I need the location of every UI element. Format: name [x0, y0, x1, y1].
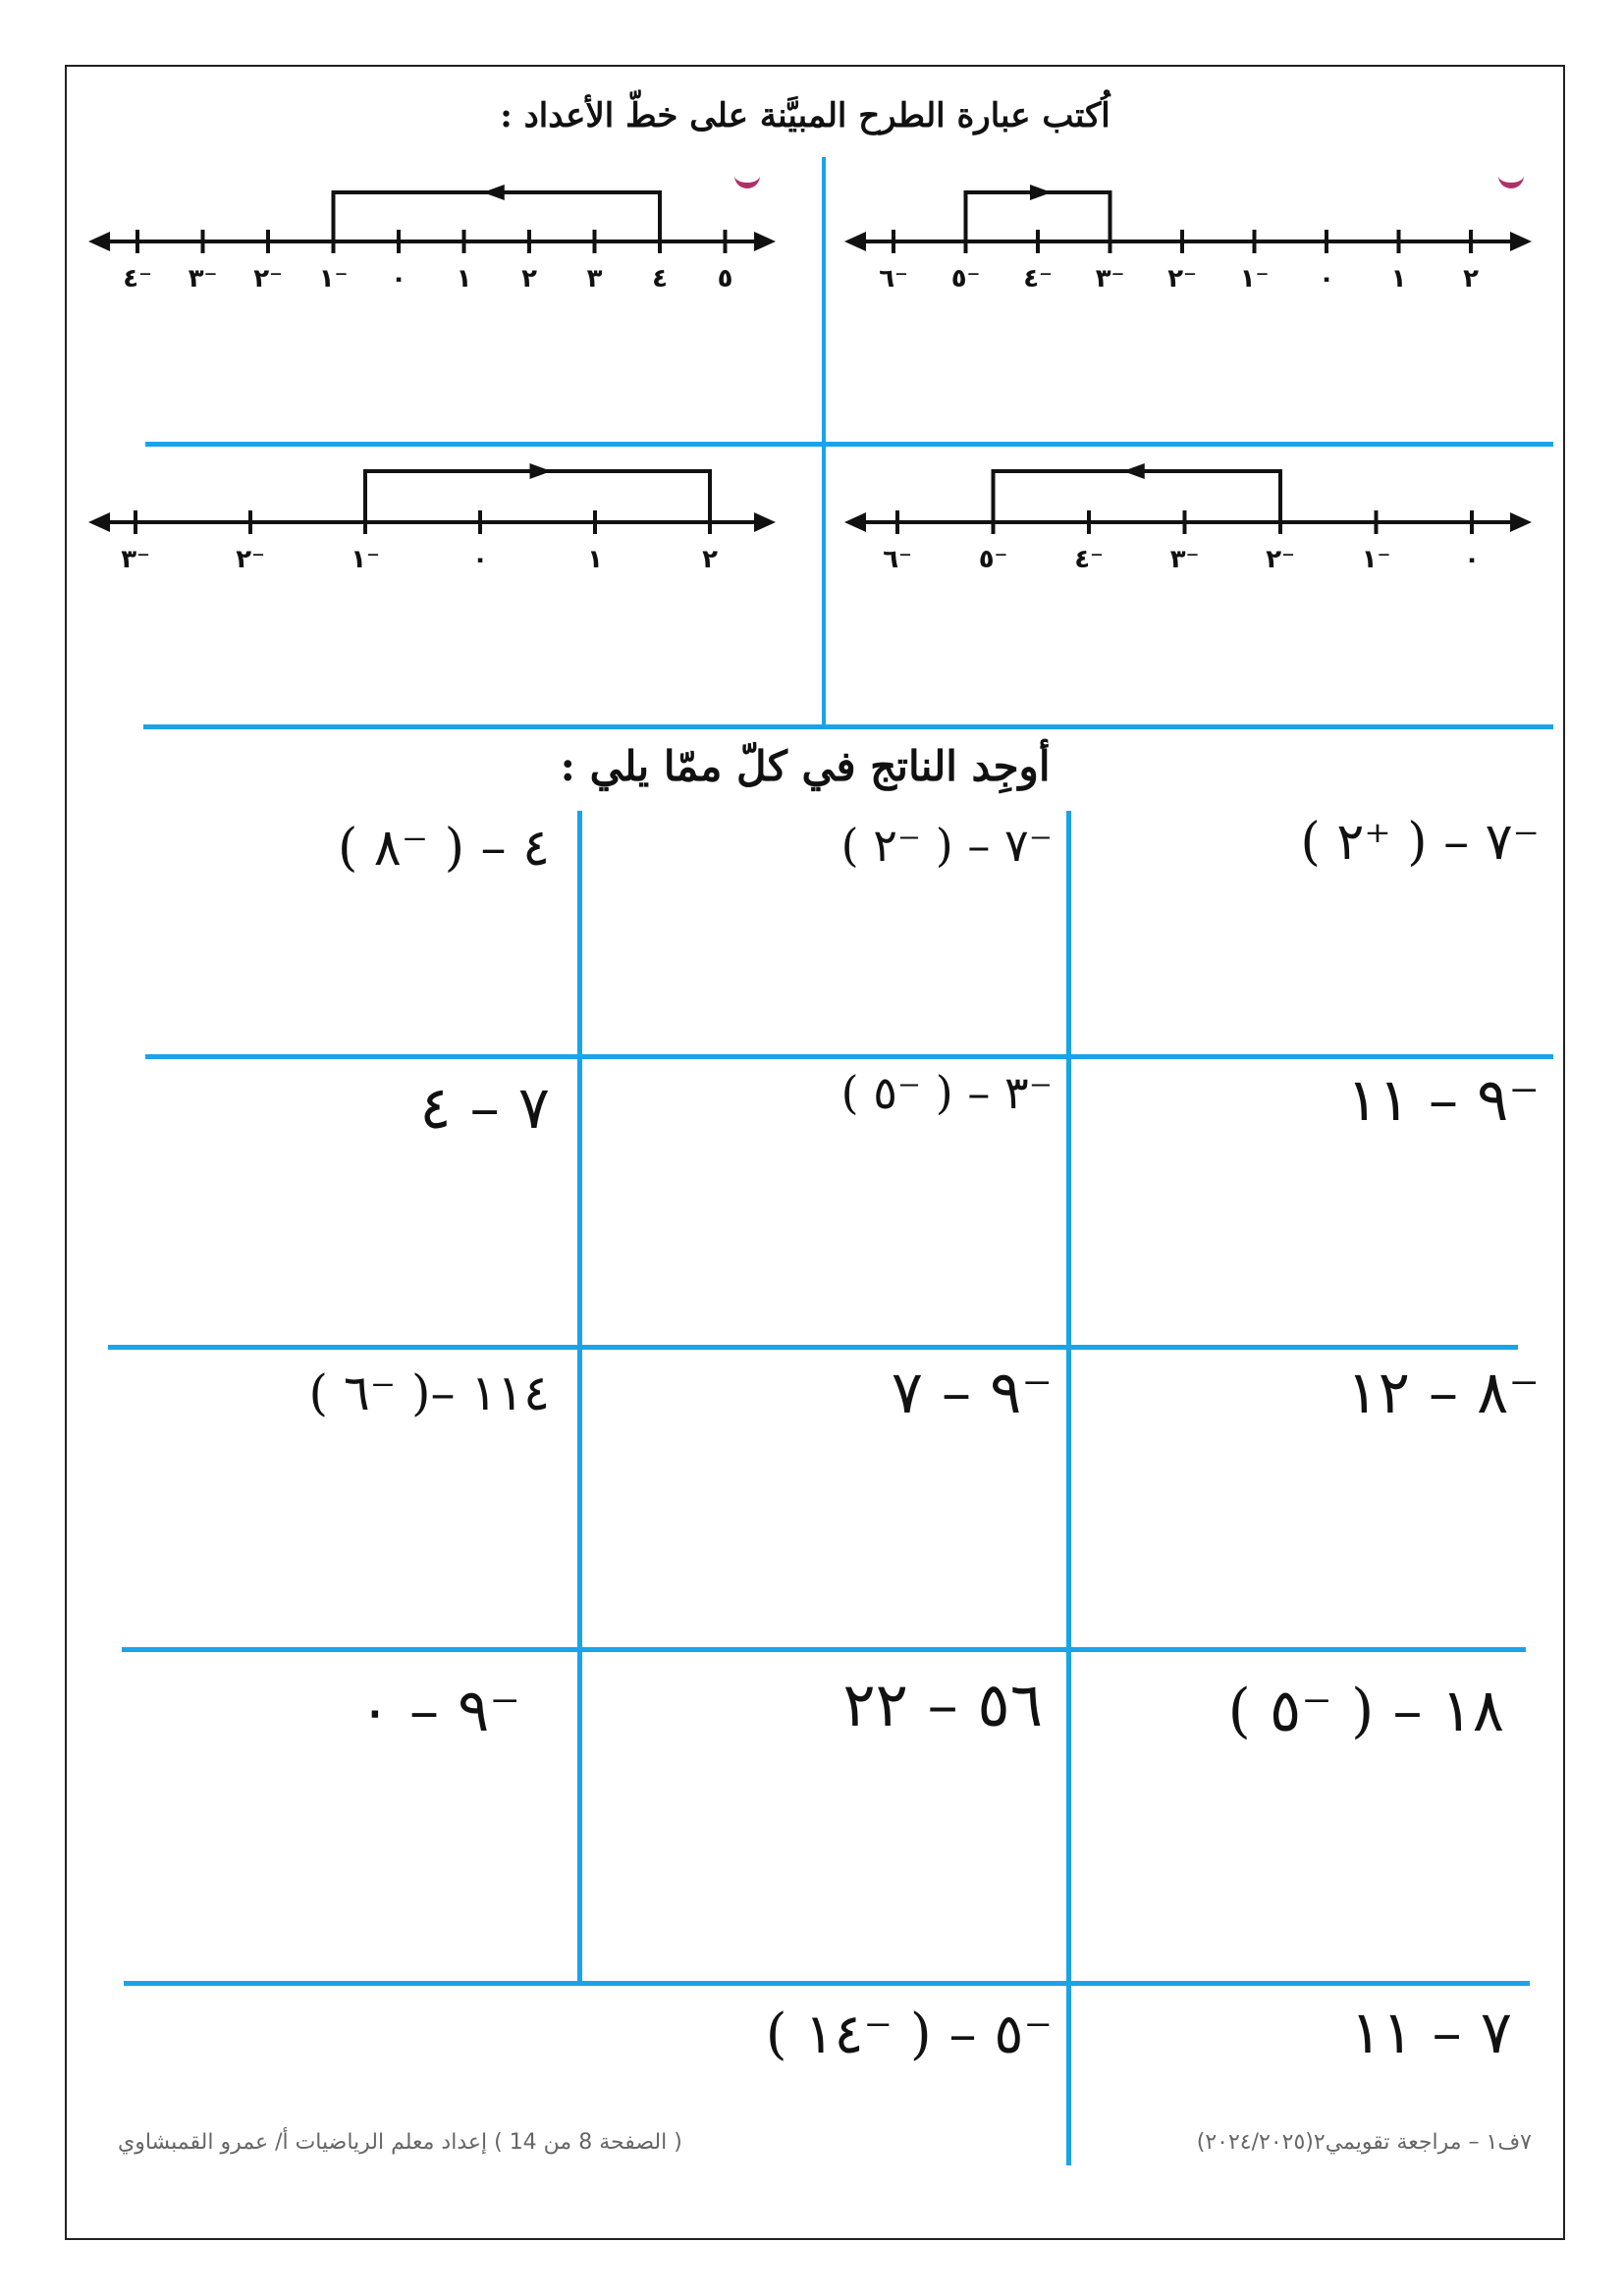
tick-label: ٠ — [1319, 264, 1334, 294]
jump-bracket — [334, 192, 661, 241]
axis-arrow-right — [754, 512, 776, 532]
tick-label: ٤⁻ — [123, 264, 152, 294]
divider-horizontal-1 — [145, 442, 1553, 447]
number-line-bottom-left — [88, 463, 776, 574]
expr-r2-right: ⁻٩ – ١١ — [1346, 1066, 1540, 1135]
section1-title: اُكتب عبارة الطرح المبيَّنة على خطّ الأعداد : — [500, 96, 1110, 135]
number-lines-area — [0, 0, 1624, 746]
expr-r3-right: ⁻٨ – ١٢ — [1346, 1359, 1540, 1427]
number-line-top-left — [88, 185, 776, 294]
tick-label: ١ — [456, 264, 472, 294]
axis-arrow-left — [88, 512, 110, 532]
tick-label: ٥ — [717, 264, 733, 294]
tick-label: ١ — [587, 545, 603, 574]
expr-r1-right: ⁻٧ – ( ⁺٢ ) — [1300, 813, 1540, 872]
expr-r5-middle: ⁻٥ – ( ⁻١٤ ) — [765, 2002, 1053, 2066]
expr-r4-middle: ٥٦ – ٢٢ — [842, 1669, 1043, 1740]
axis-arrow-left — [844, 512, 866, 532]
expr-r2-middle: ⁻٣ – ( ⁻٥ ) — [840, 1066, 1053, 1119]
tick-label: ٢ — [1463, 264, 1479, 294]
footer-credit: ( الصفحة 8 من 14 ) إعداد معلم الرياضيات أ/ عمرو القمبشاوي — [118, 2130, 682, 2155]
expr-r4-right: ١٨ – ( ⁻٥ ) — [1227, 1677, 1504, 1745]
tick-label: ١⁻ — [318, 264, 349, 294]
tick-label: ٥⁻ — [978, 545, 1008, 574]
tick-label: ٦⁻ — [879, 264, 908, 294]
tick-label: ٣ — [586, 264, 603, 294]
expr-r1-left: ٤ – ( ⁻٨ ) — [337, 819, 550, 878]
tick-label: ٤⁻ — [1023, 264, 1053, 294]
direction-arrow — [483, 185, 505, 200]
axis-arrow-left — [88, 232, 110, 251]
axis-arrow-right — [1510, 232, 1532, 251]
number-line-bottom-right — [844, 463, 1532, 574]
tick-label: ٢⁻ — [1167, 264, 1197, 294]
footer-title: ٧ف١ – مراجعة تقويمي٢(٢٠٢٤/٢٠٢٥) — [1196, 2130, 1532, 2155]
tick-label: ٦⁻ — [883, 545, 912, 574]
axis-arrow-right — [754, 232, 776, 251]
tick-label: ٠ — [391, 264, 406, 294]
section2-title: أوجِد الناتج في كلّ ممّا يلي : — [560, 742, 1051, 790]
expr-r3-middle: ⁻٩ – ٧ — [891, 1359, 1053, 1427]
direction-arrow — [1123, 463, 1145, 479]
tick-label: ٣⁻ — [188, 264, 218, 294]
direction-arrow — [1030, 185, 1052, 200]
expr-r3-left: ١١٤ –( ⁻٦ ) — [308, 1364, 550, 1421]
axis-arrow-right — [1510, 512, 1532, 532]
tick-label: ٤⁻ — [1074, 545, 1104, 574]
tick-label: ١⁻ — [1239, 264, 1270, 294]
tick-label: ١⁻ — [1361, 545, 1391, 574]
expr-r1-middle: ⁻٧ – ( ⁻٢ ) — [840, 819, 1053, 872]
expr-r2-left: ٧ – ٤ — [419, 1074, 550, 1143]
jump-bracket — [365, 471, 710, 522]
divider-vertical-left — [577, 811, 582, 1985]
tick-label: ٣⁻ — [1095, 264, 1125, 294]
divider-vertical-right — [1066, 811, 1071, 2165]
tick-label: ٥⁻ — [950, 264, 981, 294]
tick-label: ٤ — [652, 264, 668, 294]
direction-arrow — [530, 463, 552, 479]
tick-label: ٢ — [521, 264, 537, 294]
grid-line-2 — [108, 1345, 1518, 1350]
grid-line-3 — [122, 1647, 1526, 1652]
tick-label: ٢⁻ — [253, 264, 283, 294]
axis-arrow-left — [844, 232, 866, 251]
tick-label: ٢⁻ — [236, 545, 265, 574]
tick-label: ٢ — [702, 545, 718, 574]
grid-line-1 — [145, 1054, 1553, 1059]
expr-r5-right: ٧ – ١١ — [1350, 1999, 1512, 2067]
tick-label: ١ — [1390, 264, 1407, 294]
expr-r4-left: ⁻٩ – ٠ — [358, 1677, 520, 1745]
tick-label: ٣⁻ — [121, 545, 150, 574]
number-line-top-right — [844, 185, 1532, 294]
tick-label: ٠ — [472, 545, 488, 574]
tick-label: ٣⁻ — [1169, 545, 1200, 574]
tick-label: ١⁻ — [351, 545, 380, 574]
tick-label: ٢⁻ — [1266, 545, 1295, 574]
grid-line-4 — [124, 1981, 1530, 1986]
divider-horizontal-2 — [143, 724, 1553, 729]
tick-label: ٠ — [1464, 545, 1480, 574]
jump-bracket — [994, 471, 1281, 522]
